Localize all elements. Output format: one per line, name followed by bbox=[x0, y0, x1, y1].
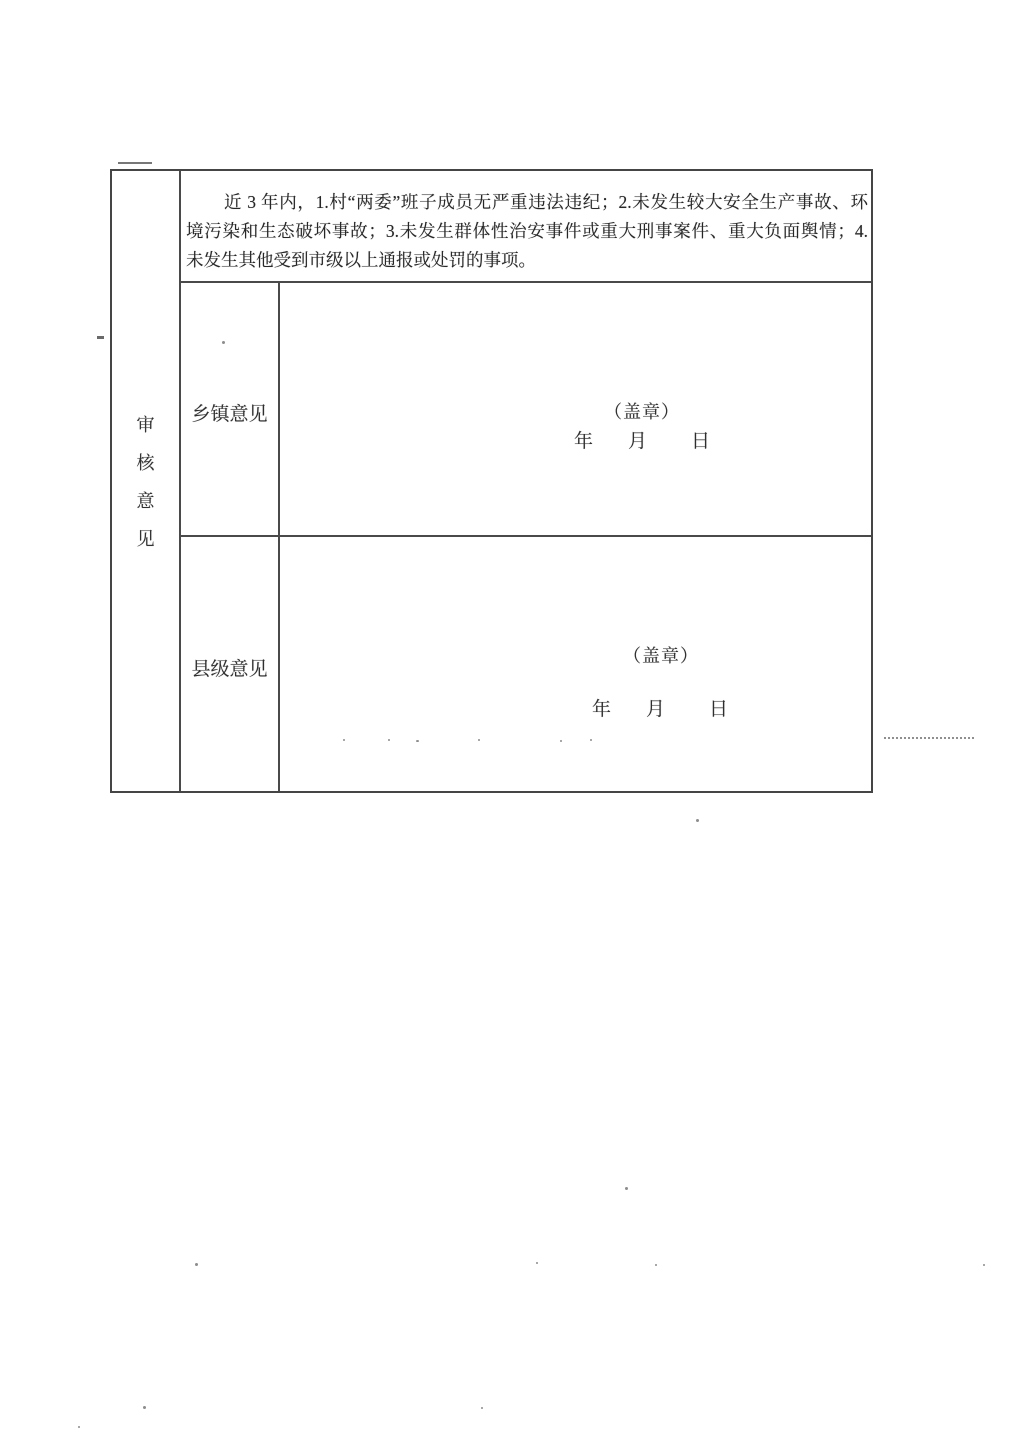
review-opinion-table bbox=[110, 169, 873, 793]
month-label: 月 bbox=[628, 431, 648, 452]
criteria-line-3: 未发生其他受到市级以上通报或处罚的事项。 bbox=[186, 250, 536, 270]
scan-speck bbox=[625, 1187, 628, 1190]
scan-artifact bbox=[118, 162, 152, 164]
scan-speck bbox=[388, 739, 390, 741]
scan-speck bbox=[416, 740, 419, 742]
county-stamp-placeholder: （盖章） bbox=[623, 646, 699, 666]
scan-speck bbox=[560, 740, 562, 742]
scan-speck bbox=[78, 1426, 80, 1428]
vertical-label-char-2: 核 bbox=[136, 453, 155, 473]
township-date-line bbox=[574, 426, 710, 453]
scan-speck bbox=[536, 1262, 538, 1264]
scan-speck bbox=[983, 1264, 985, 1266]
vertical-label-char-3: 意 bbox=[136, 491, 155, 511]
year-label: 年 bbox=[592, 699, 612, 720]
scan-speck bbox=[222, 341, 225, 344]
day-label: 日 bbox=[709, 699, 729, 720]
table-divider-horizontal-2 bbox=[179, 535, 871, 537]
scan-speck bbox=[478, 739, 480, 741]
criteria-line-2: 境污染和生态破坏事故；3.未发生群体性治安事件或重大刑事案件、重大负面舆情；4. bbox=[186, 221, 868, 241]
scan-speck bbox=[195, 1263, 198, 1266]
month-label: 月 bbox=[646, 699, 666, 720]
scan-speck bbox=[590, 739, 592, 741]
day-label: 日 bbox=[691, 431, 711, 452]
table-divider-horizontal-1 bbox=[179, 281, 871, 283]
scan-speck bbox=[655, 1264, 657, 1266]
scan-artifact bbox=[97, 336, 104, 339]
township-stamp-placeholder: （盖章） bbox=[604, 402, 680, 422]
county-date-line bbox=[592, 694, 728, 721]
scan-dotted-line bbox=[884, 737, 974, 739]
scan-speck bbox=[481, 1407, 483, 1409]
criteria-text-cell bbox=[186, 188, 868, 275]
vertical-label-char-4: 见 bbox=[136, 529, 155, 549]
scan-speck bbox=[696, 819, 699, 822]
criteria-line-1: 近 3 年内，1.村“两委”班子成员无严重违法违纪；2.未发生较大安全生产事故、环 bbox=[224, 192, 868, 212]
vertical-label-char-1: 审 bbox=[136, 415, 155, 435]
table-divider-vertical-1 bbox=[179, 171, 181, 791]
scan-speck bbox=[343, 739, 345, 741]
township-opinion-label: 乡镇意见 bbox=[191, 404, 268, 425]
row-header-audit-opinion bbox=[112, 171, 179, 791]
scan-speck bbox=[143, 1406, 146, 1409]
year-label: 年 bbox=[574, 431, 594, 452]
county-opinion-label: 县级意见 bbox=[191, 659, 268, 680]
